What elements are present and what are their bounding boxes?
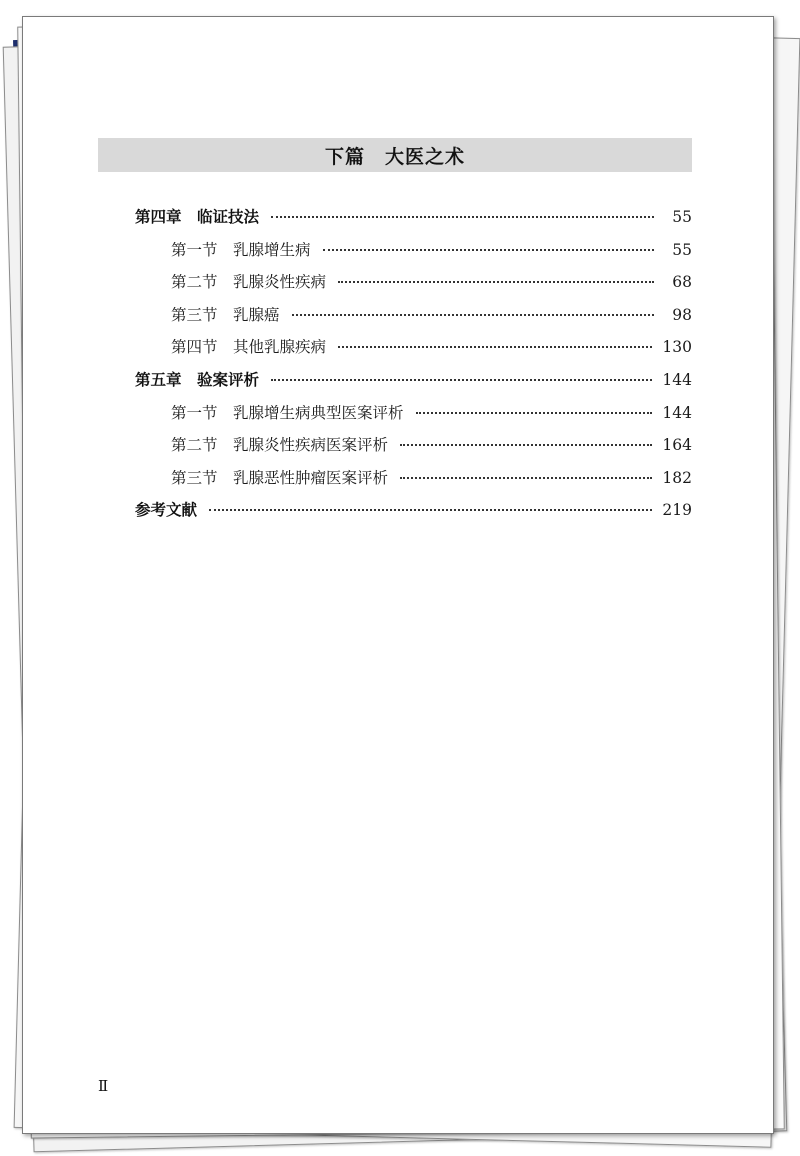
part-header-band [98, 138, 692, 172]
dot-leader [338, 346, 652, 348]
toc-entry-title: 第一节 乳腺增生病 [171, 240, 311, 259]
toc-entry-title: 第四章 临证技法 [135, 208, 260, 226]
dot-leader [209, 509, 652, 511]
toc-entry-title: 第五章 验案评析 [135, 370, 260, 389]
toc-page [22, 16, 774, 1134]
toc-entry[interactable] [135, 466, 692, 499]
dot-leader [400, 477, 652, 479]
toc-entry-page-number: 144 [662, 370, 692, 389]
toc-entry[interactable] [135, 205, 692, 238]
toc-entry-page-number: 130 [662, 338, 692, 357]
toc-entry-title: 参考文献 [135, 501, 198, 520]
toc-entry-page-number: 55 [672, 240, 692, 259]
toc-entry-page-number: 219 [662, 501, 692, 520]
toc-entry-title: 第三节 乳腺癌 [171, 305, 280, 324]
toc-entry[interactable] [135, 368, 692, 401]
page-number: Ⅱ [98, 1077, 109, 1095]
toc-entry[interactable] [135, 303, 692, 336]
toc-entry-page-number: 55 [672, 208, 692, 226]
toc-entry[interactable] [135, 498, 692, 531]
dot-leader [271, 379, 652, 381]
dot-leader [338, 281, 654, 283]
toc-entry-page-number: 144 [662, 403, 692, 422]
toc-entry-page-number: 164 [662, 436, 692, 455]
dot-leader [271, 216, 654, 218]
toc-entry[interactable] [135, 433, 692, 466]
toc-entry-page-number: 98 [672, 305, 692, 324]
dot-leader [323, 249, 654, 251]
toc-entry[interactable] [135, 401, 692, 434]
toc-entry[interactable] [135, 270, 692, 303]
toc-entry-title: 第四节 其他乳腺疾病 [171, 338, 327, 357]
dot-leader [292, 314, 654, 316]
toc-entry-page-number: 182 [662, 468, 692, 487]
toc-entry-title: 第三节 乳腺恶性肿瘤医案评析 [171, 468, 389, 487]
toc-entry[interactable] [135, 335, 692, 368]
toc-entry-title: 第二节 乳腺炎性疾病医案评析 [171, 436, 389, 455]
dot-leader [416, 412, 653, 414]
toc-entry-title: 第一节 乳腺增生病典型医案评析 [171, 403, 404, 422]
dot-leader [400, 444, 652, 446]
table-of-contents [135, 205, 692, 531]
toc-entry-page-number: 68 [672, 273, 692, 292]
part-title: 下篇 大医之术 [324, 145, 465, 168]
toc-entry[interactable] [135, 238, 692, 271]
toc-entry-title: 第二节 乳腺炎性疾病 [171, 273, 327, 292]
